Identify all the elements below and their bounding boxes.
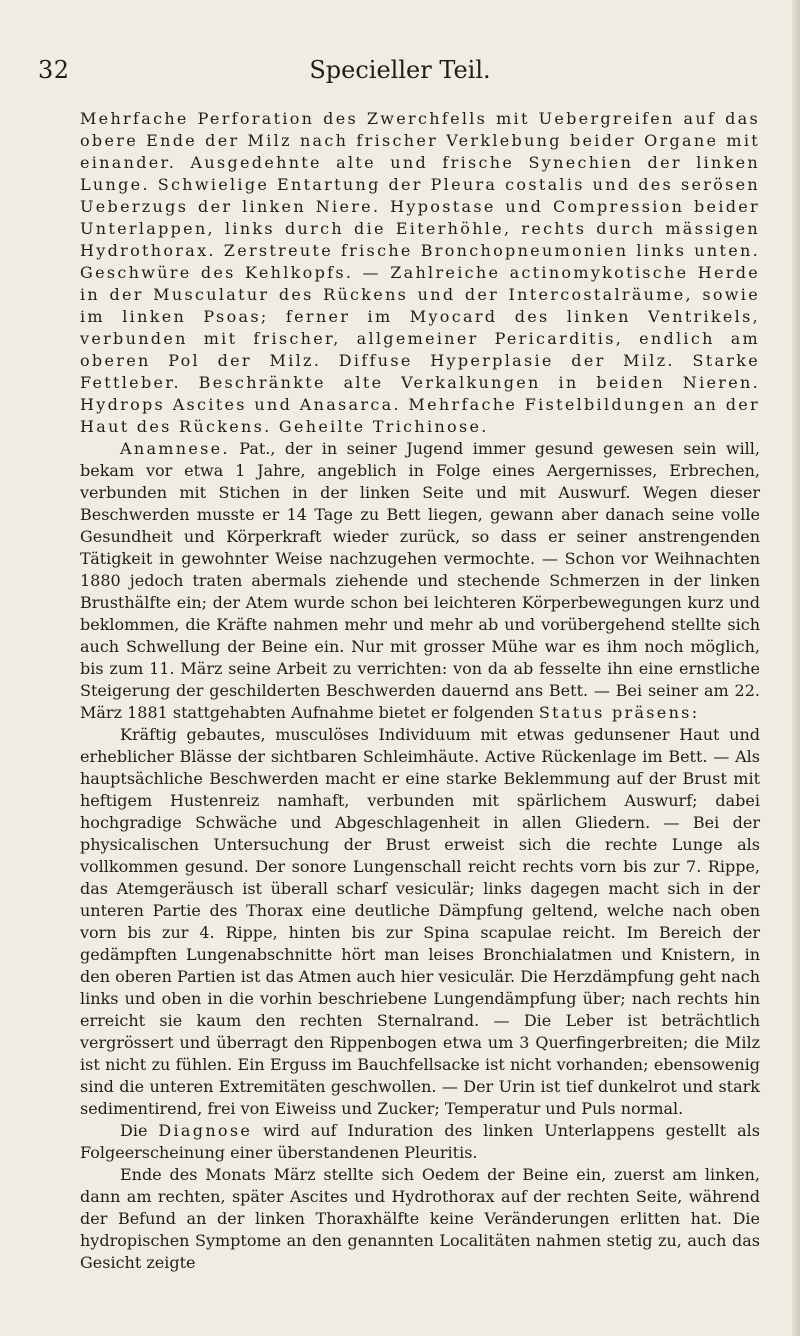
paragraph-anamnese xyxy=(80,438,760,724)
status-text: Kräftig gebautes, musculöses Individuum mit etwas gedunsener Haut und erheblicher Blässe der sichtbaren Schleimhäute. Active Rückenlage im Bett. — Als hauptsächliche Beschwerden macht er eine starke Beklemmung auf der Brust mit heftigem Hustenreiz namhaft, verbunden mit spärlichem Auswurf; dabei hochgradige Schwäche und Abgeschlagenheit in allen Gliedern. — Bei der physicalischen Untersuchung der Brust erweist sich die rechte Lunge als vollkommen gesund. Der sonore Lungenschall reicht rechts vorn bis zur 7. Rippe, das Atemgeräusch ist überall scharf vesiculär; links dagegen macht sich in der unteren Partie des Thorax eine deutliche Dämpfung geltend, welche nach oben vorn bis zur 4. Rippe, hinten bis zur Spina scapulae reicht. Im Bereich der gedämpften Lungenabschnitte hört man leises Bronchialatmen und Knistern, in den oberen Partien ist das Atmen auch hier vesiculär. Die Herzdämpfung geht nach links und oben in die vorhin beschriebene Lungendämpfung über; nach rechts hin erreicht sie kaum den rechten Sternalrand. — Die Leber ist beträchtlich vergrössert und überragt den Rippenbogen etwa um 3 Querfingerbreiten; die Milz ist nicht zu fühlen. Ein Erguss im Bauchfellsacke ist nicht vorhanden; ebensowenig sind die unteren Extremitäten geschwollen. — Der Urin ist tief dunkelrot und stark sedimentirend, frei von Eiweiss und Zucker; Temperatur und Puls normal. xyxy=(80,725,760,1118)
diagnose-heading: Diagnose xyxy=(158,1121,253,1140)
paragraph-course xyxy=(80,1164,760,1274)
page-header xyxy=(0,56,800,96)
course-text: Ende des Monats März stellte sich Oedem der Beine ein, zuerst am linken, dann am rechten, später Ascites und Hydrothorax auf der rechten Seite, während der Befund an der linken Thoraxhälfte keine Veränderungen erlitten hat. Die hydropischen Symptome an den genannten Localitäten nahmen stetig zu, auch das Gesicht zeigte xyxy=(80,1165,760,1272)
status-praesens-heading: Status präsens: xyxy=(538,703,700,722)
anamnese-heading: Anamnese. xyxy=(120,439,230,458)
paragraph-status xyxy=(80,724,760,1120)
paragraph-diagnose xyxy=(80,1120,760,1164)
anamnese-text: Pat., der in seiner Jugend immer gesund gewesen sein will, bekam vor etwa 1 Jahre, angeblich in Folge eines Aergernisses, Erbrechen, verbunden mit Stichen in der linken Seite und mit Auswurf. Wegen dieser Beschwerden musste er 14 Tage zu Bett liegen, gewann aber danach seine volle Gesundheit und Körperkraft wieder zurück, so dass er seiner anstrengenden Tätigkeit in gewohnter Weise nachzugehen vermochte. — Schon vor Weihnachten 1880 jedoch traten abermals ziehende und stechende Schmerzen in der linken Brusthälfte ein; der Atem wurde schon bei leichteren Körperbewegungen kurz und beklommen, die Kräfte nahmen mehr und mehr ab und vorübergehend stellte sich auch Schwellung der Beine ein. Nur mit grosser Mühe war es ihm noch möglich, bis zum 11. März seine Arbeit zu verrichten: von da ab fesselte ihn eine ernstliche Steigerung der geschilderten Beschwerden dauernd ans Bett. — Bei seiner am 22. März 1881 stattgehabten Aufnahme bietet er folgenden xyxy=(80,439,760,722)
running-title: Specieller Teil. xyxy=(309,56,491,84)
diagnose-text: wird auf Induration des linken Unterlappens gestellt als Folgeerscheinung einer überstandenen Pleuritis. xyxy=(80,1121,760,1162)
page-edge xyxy=(792,0,800,1336)
page-body xyxy=(80,108,760,1274)
findings-text: Mehrfache Perforation des Zwerchfells mit Uebergreifen auf das obere Ende der Milz nach frischer Verklebung beider Organe mit einander. Ausgedehnte alte und frische Synechien der linken Lunge. Schwielige Entartung der Pleura costalis und des serösen Ueberzugs der linken Niere. Hypostase und Compression beider Unterlappen, links durch die Eiterhöhle, rechts durch mässigen Hydrothorax. Zerstreute frische Bronchopneumonien links unten. Geschwüre des Kehlkopfs. — Zahlreiche actinomykotische Herde in der Musculatur des Rückens und der Intercostalräume, sowie im linken Psoas; ferner im Myocard des linken Ventrikels, verbunden mit frischer, allgemeiner Pericarditis, endlich am oberen Pol der Milz. Diffuse Hyperplasie der Milz. Starke Fettleber. Beschränkte alte Verkalkungen in beiden Nieren. Hydrops Ascites und Anasarca. Mehrfache Fistelbildungen an der Haut des Rückens. Geheilte Trichinose. xyxy=(80,109,760,436)
page-number: 32 xyxy=(38,56,70,84)
diagnose-pre: Die xyxy=(120,1121,159,1140)
paragraph-findings xyxy=(80,108,760,438)
